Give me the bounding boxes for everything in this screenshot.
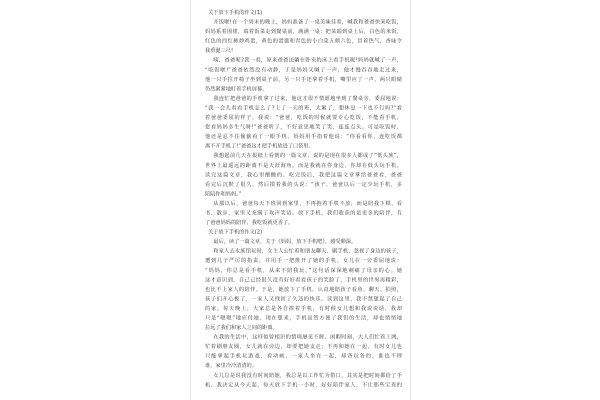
text-line: 他还是忍不住偷偷看了一眼手机，妈妈用手指着他说：“你看看你，连吃饭都 bbox=[205, 133, 402, 140]
text-line: 女儿总是说我没有时间陪她，我总是以工作忙为借口，其实是把时间都给了手 bbox=[213, 372, 402, 379]
essay-title: 关于放下手机的作文(1) bbox=[208, 9, 263, 16]
document-text bbox=[205, 8, 402, 390]
paragraph bbox=[205, 151, 402, 199]
paragraph bbox=[205, 371, 402, 390]
paragraph bbox=[205, 333, 402, 371]
text-line: 陪陪你和妈妈。” bbox=[205, 190, 242, 197]
text-line: 我想起前几天在报纸上看到的一篇文章，说的是现在很多人都成了“低头族”， bbox=[213, 152, 402, 159]
text-line: 和家人去水族馆玩时，女主人公忙着和朋友聊天、刷手机，忽视了身边的孩子， bbox=[213, 248, 402, 255]
text-line: 最后，读了一篇文章，关于《妈妈，放下手机吧》，感受颇深。 bbox=[213, 238, 357, 245]
text-line: 孩子们开心极了，一家人又找回了久违的快乐。读到这里，我不禁想起了自己 bbox=[205, 295, 402, 302]
paragraph bbox=[205, 18, 402, 56]
text-line: 只能拿起手机玩游戏、看动画，一家人坐在一起，却各玩各的，谁也不理 bbox=[205, 353, 402, 360]
text-line: 咦，爸爸呢?我一看，原来爸爸还躺在卧室的床上看手机呢!妈妈就喊了一声， bbox=[213, 57, 402, 64]
text-line: “吃饭啦!”爸爸依然没有动静，于是妈妈又喊了一声，他才慢吞吞地走过来， bbox=[205, 66, 402, 73]
text-line: 忙着刷朋友圈，女儿就在旁边，却要把她支走；不再和她在一起，有时女儿也 bbox=[205, 343, 402, 350]
text-line: 的家。每天晚上，大家总是各自捧着手机，有时候女儿想和我说说话，我却 bbox=[205, 305, 402, 312]
text-line: 仍然紧紧地盯着手机屏幕。 bbox=[205, 85, 268, 92]
document-page[interactable] bbox=[190, 0, 411, 400]
text-line: 在我的生活中，这样似曾相识的情境屡见不鲜。闲暇时刻，大人们忙着上网， bbox=[213, 334, 402, 341]
text-line: 看完后沉默了很久，然后摸着我的头说：“孩子，爸爸以后一定少玩手机，多 bbox=[205, 181, 402, 188]
text-line: 从那以后，爸爸每天下班回到家里，不再抱着手机不放，而是陪我下棋、看 bbox=[213, 200, 402, 207]
text-line: 读完这篇文章，我心里酸酸的。吃完饭后，我把这篇文章拿给爸爸看，爸爸 bbox=[205, 171, 402, 178]
text-line: 离不开手机了!”爸爸这才把手机放进了口袋里。 bbox=[205, 143, 314, 150]
paragraph bbox=[205, 247, 402, 333]
text-line: 红色的西红柿炒鸡蛋，黄色的蛋羹和青色的小白菜五颜六色，冒着热气，香味令 bbox=[205, 38, 402, 45]
text-line: 这才意识到，自己已经很久没有好好看看孩子的笑脸了，手机里的世界再精彩， bbox=[205, 276, 402, 283]
paragraph bbox=[205, 237, 402, 247]
text-line: “妈妈，你总是看手机，从来不陪我玩。”这句话深深地刺痛了母亲的心。她 bbox=[205, 267, 402, 274]
text-line: 也比不上家人的陪伴。于是，她放下了手机，认真地陪孩子看鱼、聊天、拍照， bbox=[205, 286, 402, 293]
essay-title: 关于放下手机的作文(2) bbox=[208, 229, 263, 236]
text-line: 遭到儿子严厉的指责，并用手一把推开了她的手机。女儿在一旁委屈地说： bbox=[205, 257, 402, 264]
essay bbox=[205, 228, 402, 390]
text-line: 了爸爸妈妈的陪伴，我吃饭就更香了。 bbox=[205, 219, 294, 226]
paragraph bbox=[205, 94, 402, 151]
text-line: 您看妈妈多生气呀!”爸爸听了，不好意思地笑了笑，连连点头。可是吃饭时， bbox=[205, 124, 402, 131]
text-line: 他一只手拉开椅子坐到桌子前，另一只手还拿着手机，嘴里应了一声，两只眼睛 bbox=[205, 76, 402, 83]
text-line: 谁，家里冷冷清清的。 bbox=[205, 362, 257, 369]
text-line: 我连忙把爸爸的手机拿了过来，他这才很不情愿地坐到了餐桌旁，委屈地说： bbox=[213, 95, 402, 102]
text-line: 开饭啦!在一个周末的晚上，妈妈准备了一桌美味佳肴，喊我和爸爸快来吃饭， bbox=[213, 19, 402, 26]
essay bbox=[205, 8, 402, 228]
text-line: 妈妈系着围裙，端着饭菜走到餐桌前，满满一桌：把菜端到桌上后，白色的米饭， bbox=[205, 28, 402, 35]
text-line: 我垂涎三尺! bbox=[205, 47, 234, 54]
text-line: “我一会儿看看手机怎么了?上了一天的班，太累了，想休息一下也不行吗?”看 bbox=[205, 104, 402, 111]
text-line: 书、散步，家里又充满了欢声笑语。放下手机，我们收获的是更多的陪伴，有 bbox=[205, 209, 402, 216]
text-line: 拉远了我们和家人之间的距离。 bbox=[205, 324, 278, 331]
text-line: 世界上最遥远的距离不是天涯海角，而是我就在你身边，你却在低头玩手机。 bbox=[205, 162, 402, 169]
text-line: 机。我决定从今天起，每天放下手机一小时，好好陪伴家人，不让那些宝贵的 bbox=[205, 381, 402, 388]
text-line: 着爸爸委屈的样子，我说：“爸爸，吃饭的时候就要专心吃饭，不能看手机， bbox=[205, 114, 402, 121]
paragraph bbox=[205, 56, 402, 94]
text-line: 只是“嗯嗯”地应付她。现在想来，手机虽然方便了我们的生活，却也悄悄地 bbox=[205, 315, 402, 321]
paragraph bbox=[205, 199, 402, 228]
